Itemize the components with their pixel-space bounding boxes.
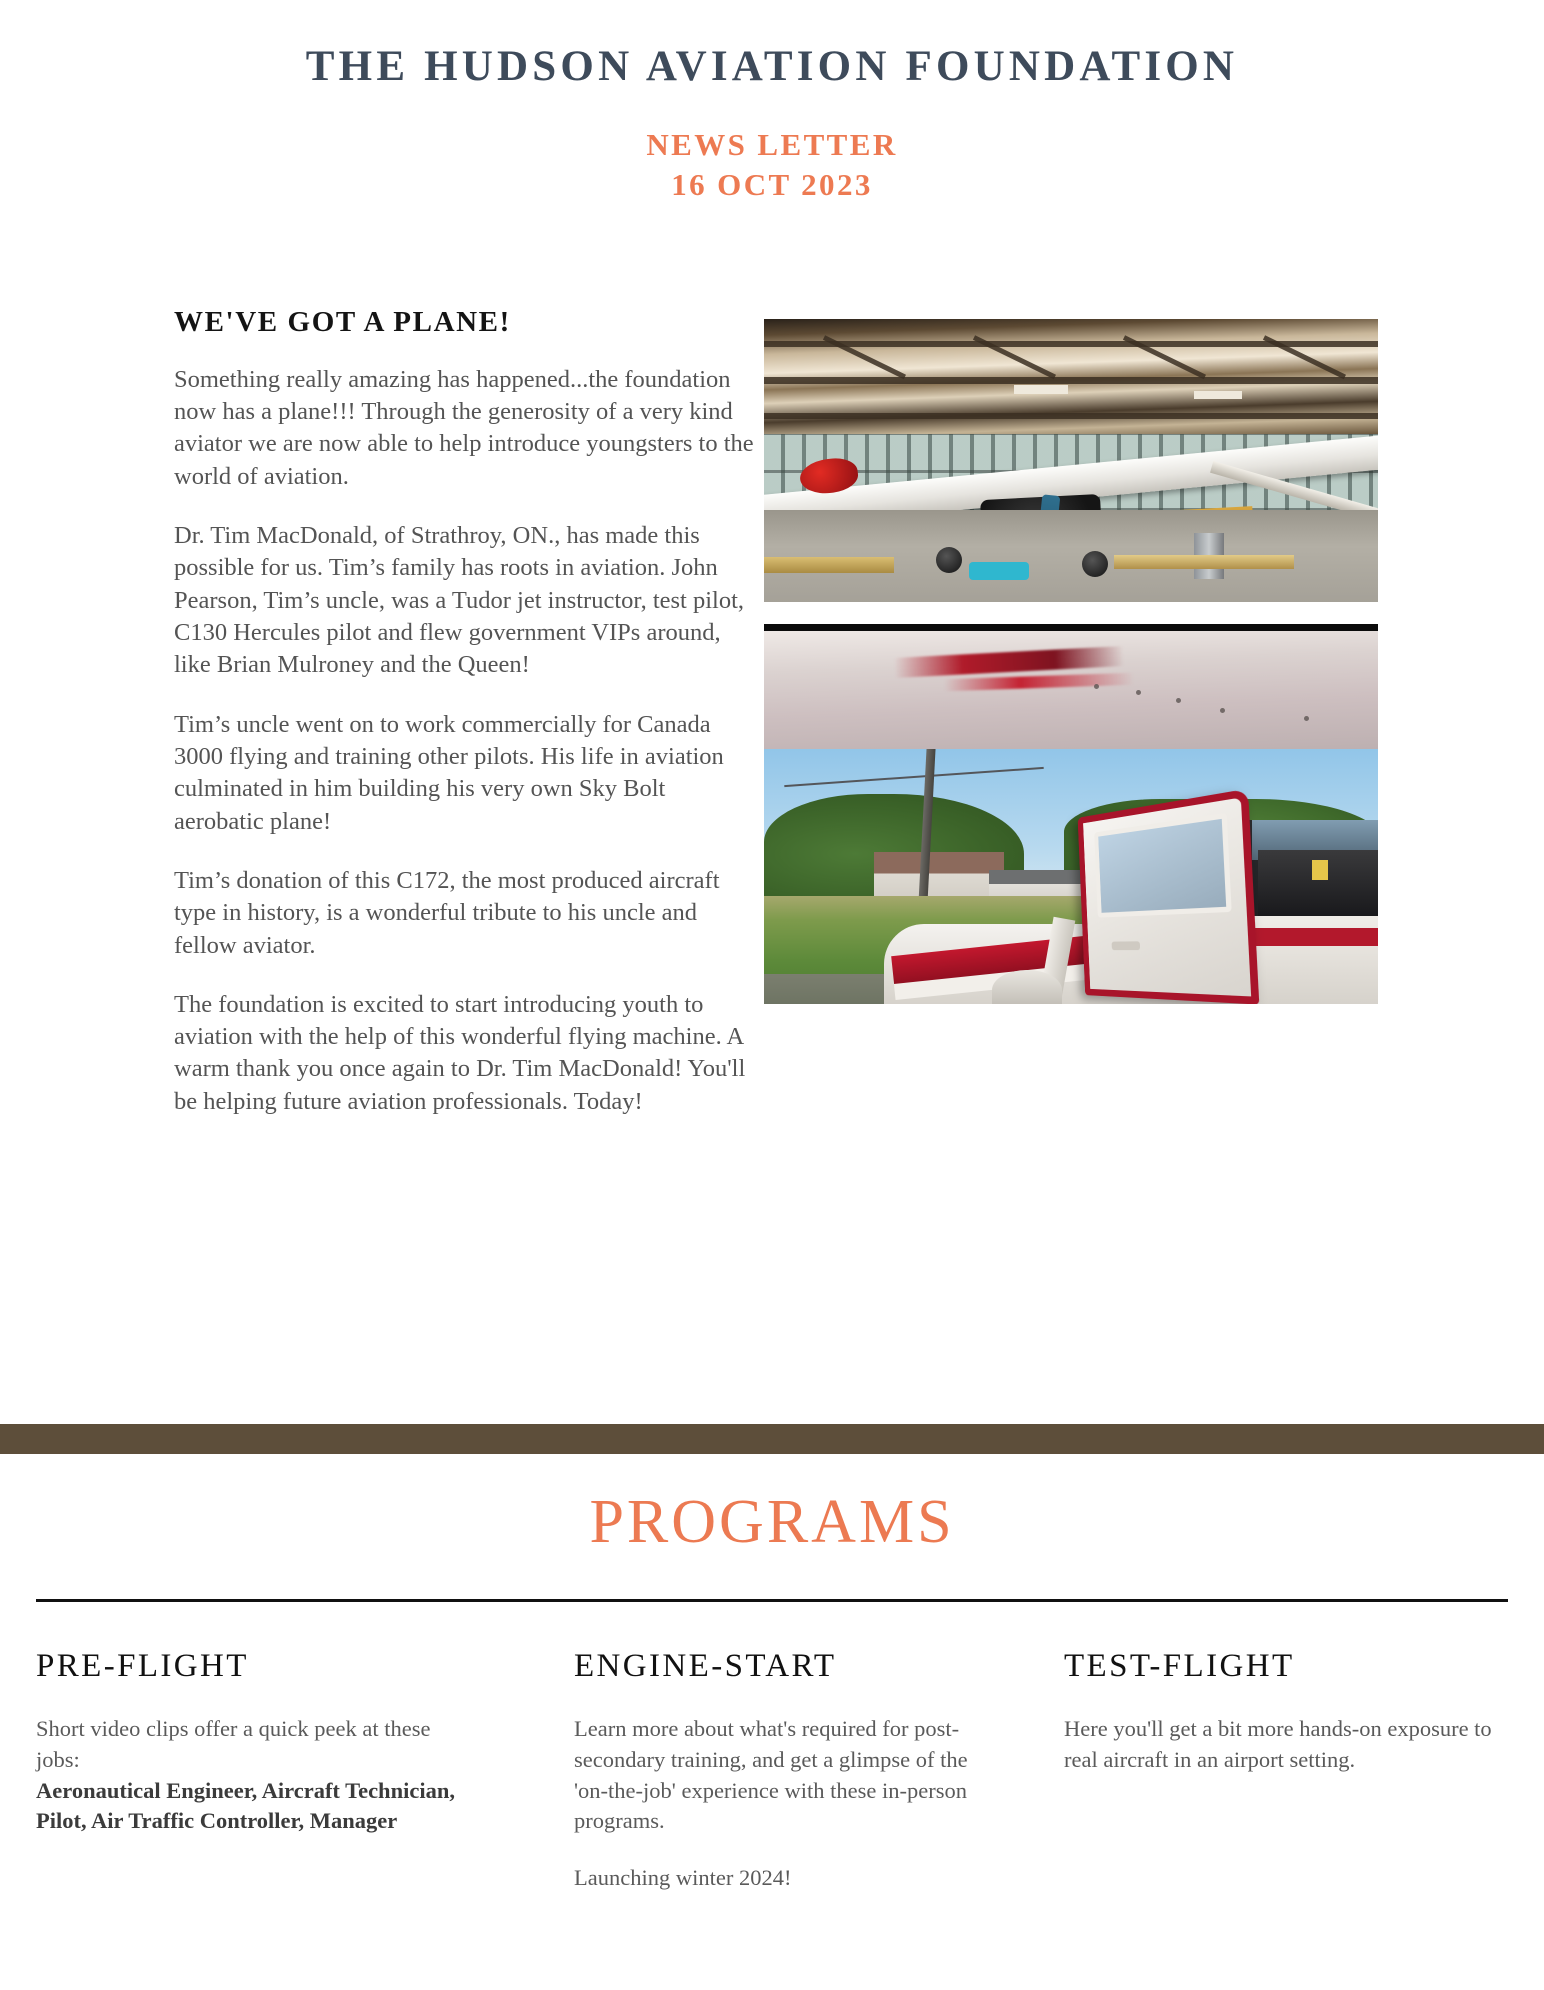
article-paragraph: The foundation is excited to start introducing youth to aviation with the help of this wonderful flying machine. A warm thank you once again to Dr. Tim MacDonald! You'll be helping future aviation professionals. Today! [174, 990, 746, 1115]
program-column-test-flight [1016, 1648, 1506, 1893]
wing-rivet [1136, 690, 1141, 695]
article-paragraph: Tim’s uncle went on to work commercially for Canada 3000 flying and training other pilots. His life in aviation culminated in him building his very own Sky Bolt aerobatic plane! [174, 710, 724, 835]
hangar-photo [764, 319, 1378, 602]
article-photo-column [764, 305, 1380, 1004]
newsletter-date: 16 OCT 2023 [671, 167, 873, 203]
program-column-engine-start [526, 1648, 1016, 1893]
wing-rivet [1304, 716, 1309, 721]
article-paragraph: Tim’s donation of this C172, the most produced aircraft type in history, is a wonderful tribute to his uncle and fellow aviator. [174, 866, 720, 959]
program-launch-note: Launching winter 2024! [574, 1864, 792, 1890]
article-text-column [64, 305, 764, 1118]
program-intro-text: Learn more about what's required for post-secondary training, and get a glimpse of the 'on-the-job' experience with these in-person programs. [574, 1716, 968, 1834]
hangar-light-fixture [1194, 391, 1242, 399]
photo-top-border [764, 624, 1378, 631]
programs-columns [36, 1602, 1508, 1893]
door-window [1094, 813, 1232, 918]
program-job-list: Aeronautical Engineer, Aircraft Technician, Pilot, Air Traffic Controller, Manager [36, 1777, 455, 1834]
section-divider-bar [0, 1424, 1544, 1454]
organization-title: THE HUDSON AVIATION FOUNDATION [305, 43, 1239, 90]
program-heading: ENGINE-START [574, 1648, 837, 1685]
programs-title: PROGRAMS [589, 1488, 955, 1556]
hangar-light-fixture [1014, 385, 1068, 394]
hangar-truss-beam [764, 377, 1378, 384]
program-intro-text: Short video clips offer a quick peek at these jobs: [36, 1716, 431, 1772]
article-paragraph: Dr. Tim MacDonald, of Strathroy, ON., has made this possible for us. Tim’s family has roots in aviation. John Pearson, Tim’s uncle, was a Tudor jet instructor, test pilot, C130 Hercules pilot and flew government VIPs around, like Brian Mulroney and the Queen! [174, 521, 745, 679]
aircraft-wheel [936, 547, 962, 573]
masthead [0, 0, 1544, 205]
article-section [0, 305, 1544, 1118]
article-heading: WE'VE GOT A PLANE! [174, 305, 511, 338]
fuselage-decal [1312, 860, 1328, 880]
wing-rivet [1176, 698, 1181, 703]
wheel-fairing [992, 970, 1062, 1004]
door-handle [1112, 941, 1141, 950]
wing-rivet [1220, 708, 1225, 713]
wing-rivet [1094, 684, 1099, 689]
hangar-blue-tub [969, 562, 1029, 580]
aircraft-wheel [1082, 551, 1108, 577]
newsletter-subtitle-block [0, 125, 1544, 204]
program-heading: PRE-FLIGHT [36, 1648, 249, 1685]
program-intro-text: Here you'll get a bit more hands-on exposure to real aircraft in an airport setting. [1064, 1716, 1492, 1772]
programs-section [0, 1490, 1544, 1893]
cessna-door-photo [764, 624, 1378, 1004]
hangar-truss-beam [764, 413, 1378, 419]
article-paragraph: Something really amazing has happened...the foundation now has a plane!!! Through the generosity of a very kind aviator we are now able to help introduce youngsters to the world of aviation. [174, 365, 754, 490]
open-cabin-door [1078, 788, 1260, 1003]
program-column-pre-flight [36, 1648, 526, 1893]
hangar-workbench [764, 557, 894, 573]
program-heading: TEST-FLIGHT [1064, 1648, 1295, 1685]
newsletter-label: NEWS LETTER [646, 127, 898, 163]
hangar-workbench [1114, 555, 1294, 569]
